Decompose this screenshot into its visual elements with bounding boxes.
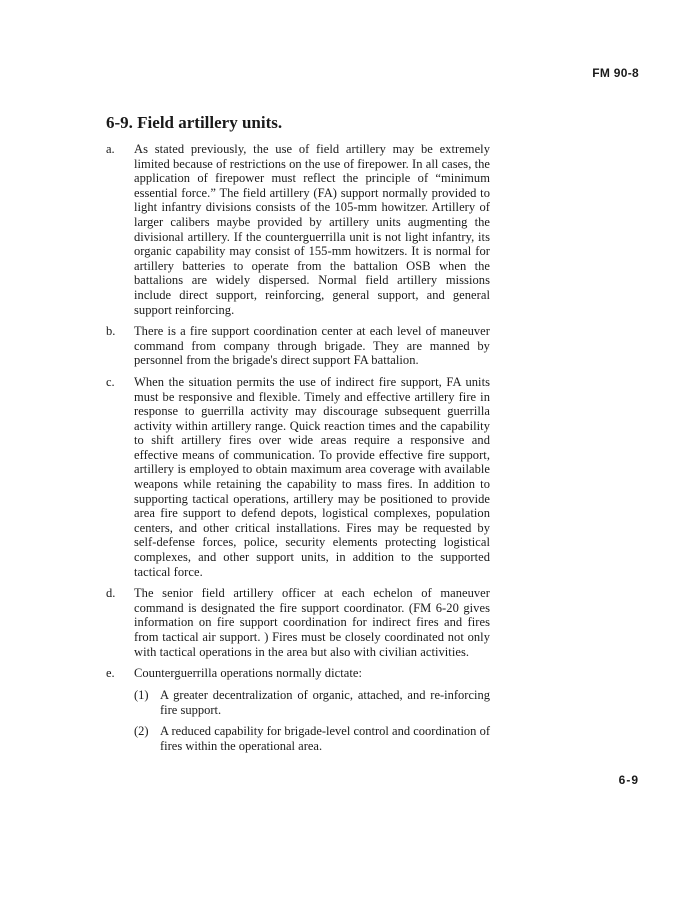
subparagraph-label: (2) [134,724,149,739]
paragraph-text: There is a fire support coordination center at each level of maneuver command from company through brigade. They are manned by personnel from the brigade's direct support FA battalion. [134,324,490,368]
paragraph-label: e. [106,666,115,681]
paragraph-label: d. [106,586,116,601]
paragraph-e [106,666,490,681]
paragraph-label: a. [106,142,115,156]
paragraph-label: b. [106,324,116,339]
paragraph-d [106,586,490,659]
subparagraph-text: A greater decentralization of organic, attached, and re-inforcing fire support. [160,688,490,717]
section-title: 6-9. Field artillery units. [106,113,283,132]
subparagraph-1 [134,688,490,717]
paragraph-b [106,324,490,368]
paragraph-text: As stated previously, the use of field artillery may be extremely limited because of restrictions on the use of firepower. In all cases, the application of firepower must reflect the principle of “minimum essential force.” The field artillery (FA) support normally provided to light infantry divisions consists of the 105-mm howitzer. Artillery of larger calibers maybe provided by artillery units augmenting the divisional artillery. If the counterguerrilla unit is not light infantry, its organic capability may consist of 155-mm howitzers. It is normal for artillery batteries to operate from the battalion OSB when the battalions are widely dispersed. Normal field artillery missions include direct support, reinforcing, general support, and general support reinforcing. [134,142,490,317]
paragraph-a [106,142,490,317]
paragraph-text: The senior field artillery officer at each echelon of maneuver command is designated the fire support coordinator. (FM 6-20 gives information on fire support coordination for indirect fires and fires from tactical air support. ) Fires must be closely coordinated not only with tactical operations in the area but also with civilian activities. [134,586,490,659]
paragraph-text: When the situation permits the use of indirect fire support, FA units must be responsive and flexible. Timely and effective artillery fire in response to guerrilla activity may discourage subsequent guerrilla activity within artillery range. Quick reaction times and the capability to shift artillery fires over wide areas require a responsive and effective means of communication. To provide effective fire support, artillery is employed to obtain maximum area coverage with available weapons while retaining the capability to mass fires. In addition to supporting tactical operations, artillery may be positioned to provide area fire support to defend depots, logistical complexes, population centers, and other critical installations. Fires may be requested by self-defense forces, police, security elements protecting logistical complexes, and other support units, in addition to the supported tactical force. [134,374,490,579]
subparagraph-label: (1) [134,688,149,703]
subparagraph-text: A reduced capability for brigade-level control and coordination of fires within the operational area. [160,724,490,753]
section-body [106,142,490,761]
page-number: 6-9 [618,773,639,787]
paragraph-text: Counterguerrilla operations normally dictate: [134,666,362,681]
paragraph-label: c. [106,374,115,389]
paragraph-c [106,375,490,579]
manual-identifier: FM 90-8 [592,66,639,80]
subparagraph-2 [134,724,490,753]
